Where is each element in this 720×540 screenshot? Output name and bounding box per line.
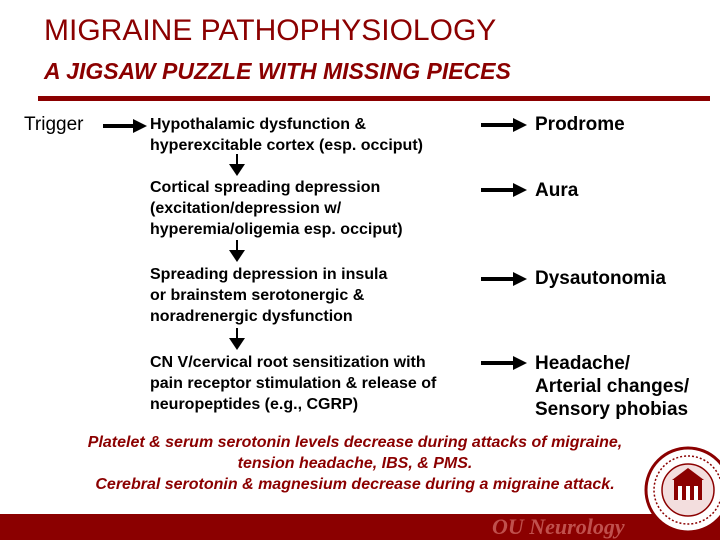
outcome-line: Prodrome	[535, 114, 625, 135]
footer-line: Platelet & serum serotonin levels decrease during attacks of migraine,	[87, 434, 623, 451]
pathway-step-2	[150, 177, 403, 240]
down-arrow-icon	[229, 154, 245, 176]
footer-note	[0, 432, 710, 495]
university-seal-icon	[644, 440, 720, 540]
pathway-step-4	[150, 352, 436, 415]
slide-title: MIGRAINE PATHOPHYSIOLOGY	[44, 14, 497, 47]
footer-line: Cerebral serotonin & magnesium decrease during a migraine attack.	[95, 476, 615, 493]
step-line: or brainstem serotonergic &	[150, 287, 365, 304]
trigger-label: Trigger	[24, 114, 84, 135]
step-line: noradrenergic dysfunction	[150, 308, 353, 325]
footer-line: tension headache, IBS, & PMS.	[237, 455, 473, 472]
pathway-step-3	[150, 264, 387, 327]
step-line: hyperemia/oligemia esp. occiput)	[150, 221, 403, 238]
step-line: (excitation/depression w/	[150, 200, 342, 217]
outcome-line: Dysautonomia	[535, 268, 666, 289]
outcome-line: Sensory phobias	[535, 399, 689, 420]
brand-logo-text: OU Neurology	[492, 514, 625, 539]
outcome-line: Headache/	[535, 353, 631, 374]
pathway-step-1	[150, 114, 423, 156]
outcome-1	[535, 113, 625, 136]
outcome-4	[535, 352, 689, 421]
step-line: Hypothalamic dysfunction &	[150, 116, 367, 133]
step-line: pain receptor stimulation & release of	[150, 375, 437, 392]
down-arrow-icon	[229, 240, 245, 262]
right-arrow-icon	[481, 271, 527, 287]
outcome-line: Aura	[535, 180, 579, 201]
step-line: Cortical spreading depression	[150, 179, 381, 196]
right-arrow-icon	[481, 355, 527, 371]
outcome-3	[535, 267, 666, 290]
step-line: CN V/cervical root sensitization with	[150, 354, 426, 371]
step-line: hyperexcitable cortex (esp. occiput)	[150, 137, 423, 154]
slide-subtitle: A JIGSAW PUZZLE WITH MISSING PIECES	[44, 58, 511, 84]
right-arrow-icon	[481, 117, 527, 133]
right-arrow-icon	[103, 118, 147, 134]
step-line: Spreading depression in insula	[150, 266, 388, 283]
step-line: neuropeptides (e.g., CGRP)	[150, 396, 359, 413]
title-divider	[38, 96, 710, 101]
outcome-2	[535, 179, 578, 202]
outcome-line: Arterial changes/	[535, 376, 690, 397]
down-arrow-icon	[229, 328, 245, 350]
right-arrow-icon	[481, 182, 527, 198]
